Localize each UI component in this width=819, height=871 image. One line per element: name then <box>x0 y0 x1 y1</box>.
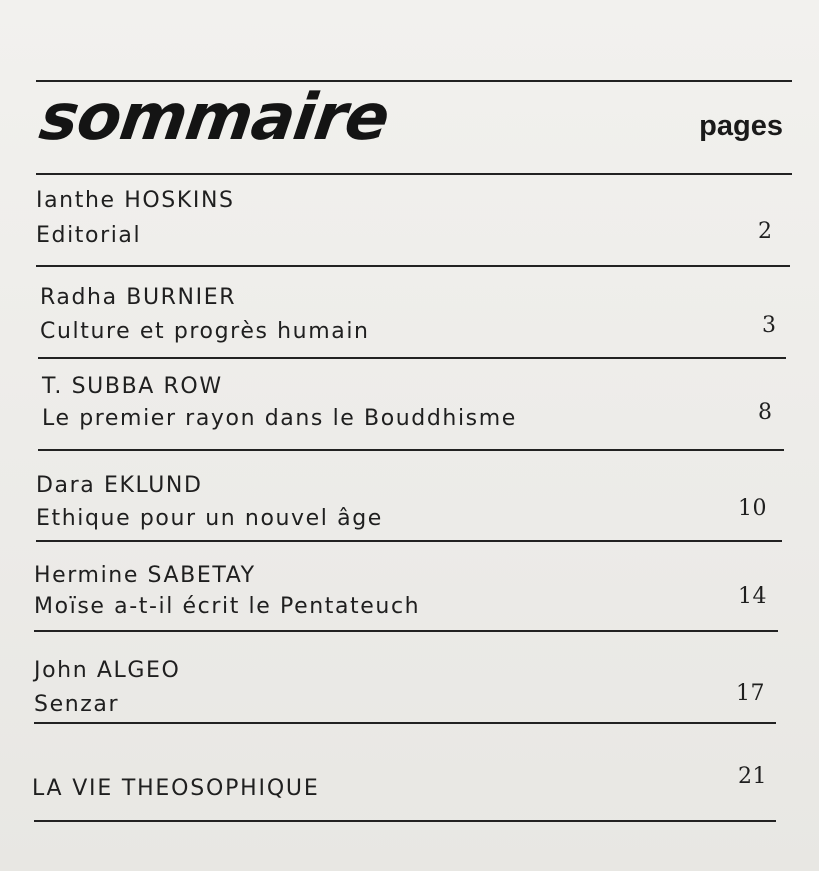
entry-divider <box>34 630 778 632</box>
entry-title: Senzar <box>34 692 120 717</box>
entry-page-number: 14 <box>738 584 767 609</box>
entry-title: Le premier rayon dans le Bouddhisme <box>42 406 517 431</box>
entry-author: Hermine SABETAY <box>34 563 256 588</box>
entry-title: Editorial <box>36 223 142 248</box>
entry-author: Radha BURNIER <box>40 285 237 310</box>
entry-author: Ianthe HOSKINS <box>36 188 235 213</box>
pages-column-label: pages <box>699 110 783 142</box>
entry-divider <box>36 540 782 542</box>
entry-page-number: 2 <box>758 219 773 244</box>
entry-divider <box>38 357 786 359</box>
entry-divider <box>38 449 784 451</box>
entry-page-number: 8 <box>758 400 773 425</box>
entry-page-number: 10 <box>738 496 767 521</box>
entry-page-number: 17 <box>736 681 765 706</box>
entry-title: Moïse a-t-il écrit le Pentateuch <box>34 594 421 619</box>
entry-divider <box>36 265 790 267</box>
entry-page-number: 3 <box>762 313 777 338</box>
entry-divider <box>34 722 776 724</box>
entry-author: John ALGEO <box>34 658 181 683</box>
header-rule <box>36 173 792 175</box>
page-title: sommaire <box>35 81 394 155</box>
entry-author: Dara EKLUND <box>36 473 203 498</box>
entry-author: T. SUBBA ROW <box>42 374 223 399</box>
bottom-rule <box>34 820 776 822</box>
entry-title: Culture et progrès humain <box>40 319 370 344</box>
final-section-page-number: 21 <box>738 764 767 789</box>
entry-title: Ethique pour un nouvel âge <box>36 506 383 531</box>
final-section-title: LA VIE THEOSOPHIQUE <box>32 776 320 801</box>
